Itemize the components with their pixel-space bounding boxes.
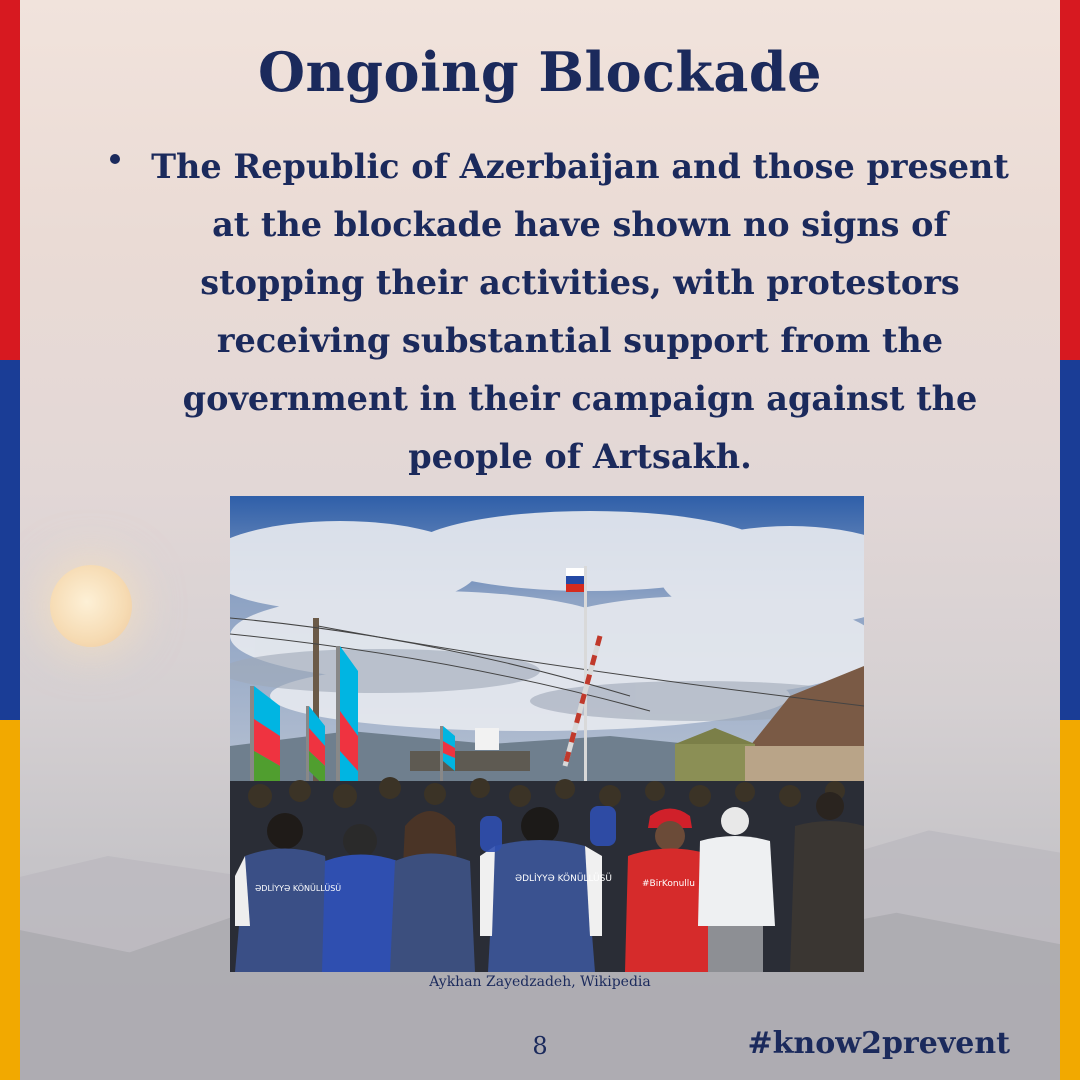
flag-band-blue bbox=[1060, 360, 1080, 720]
russian-flag bbox=[566, 568, 584, 592]
bullet-point-icon bbox=[110, 154, 120, 164]
flag-band-orange bbox=[0, 720, 20, 1080]
military-tent bbox=[675, 744, 755, 784]
protest-photo-illustration bbox=[230, 496, 864, 972]
page-number: 8 bbox=[532, 1032, 548, 1060]
bullet-list bbox=[110, 138, 1015, 478]
checkpoint-roof bbox=[410, 751, 530, 771]
sign-board bbox=[475, 728, 499, 750]
sun-icon bbox=[50, 565, 132, 647]
flag-stripe-left bbox=[0, 0, 20, 1080]
photo-credit: Aykhan Zayedzadeh, Wikipedia bbox=[429, 974, 651, 990]
vest-logo-text-left: ƏDLİYYƏ KÖNÜLLÜSÜ bbox=[255, 884, 342, 893]
slide-title: Ongoing Blockade bbox=[258, 40, 822, 104]
protest-photo bbox=[230, 496, 864, 972]
jacket-logo-text: #BirKonullu bbox=[642, 879, 695, 889]
bullet-text: The Republic of Azerbaijan and those present at the blockade have shown no signs of stopping their activities, with protestors receiving substantial support from the government in their campaign against the people of Artsakh. bbox=[151, 147, 1009, 476]
flag-pole bbox=[584, 566, 587, 786]
vest-logo-text: ƏDLİYYƏ KÖNÜLLÜSÜ bbox=[515, 874, 612, 884]
hashtag-label: #know2prevent bbox=[747, 1026, 1010, 1061]
flag-band-orange bbox=[1060, 720, 1080, 1080]
flag-stripe-right bbox=[1060, 0, 1080, 1080]
flag-band-blue bbox=[0, 360, 20, 720]
